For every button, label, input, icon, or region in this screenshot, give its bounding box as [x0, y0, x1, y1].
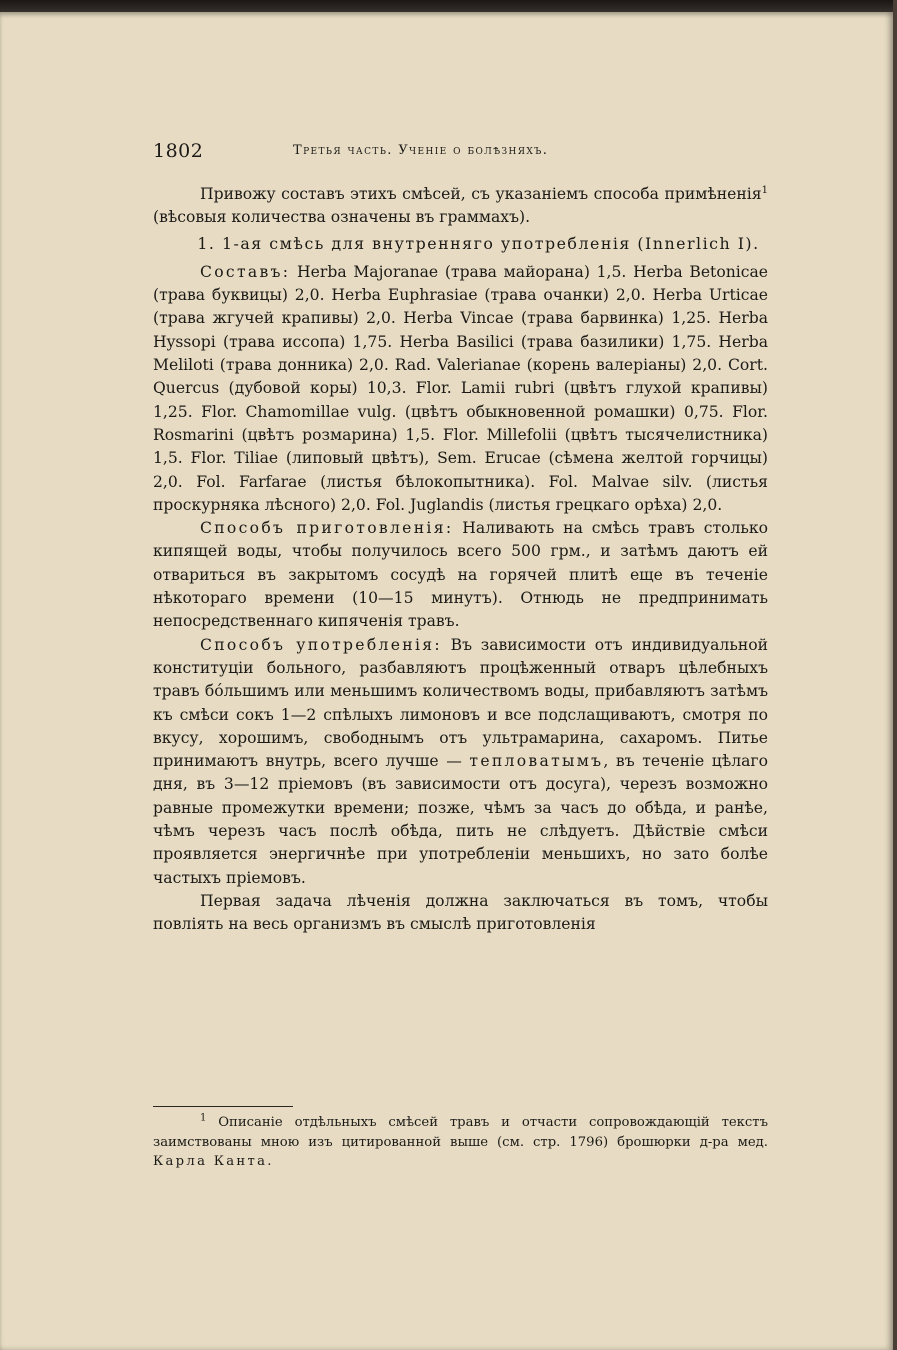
page-number: 1802: [153, 140, 204, 162]
footnote-reference: 1: [761, 184, 768, 196]
composition-paragraph: [153, 261, 768, 517]
scan-right-edge: [893, 0, 897, 1350]
section-heading: [153, 232, 768, 255]
composition-label: Составъ:: [200, 262, 291, 281]
footnote-text-end: .: [267, 1154, 272, 1169]
footnote-text: Описаніе отдѣльныхъ смѣсей травъ и отчасти сопровождающій текстъ заимствованы мною изъ цитированной выше (см. стр. 1796) брошюрки д-ра мед.: [153, 1115, 768, 1150]
section-number: 1.: [197, 233, 216, 253]
footnote-author: Карла Канта: [153, 1154, 268, 1169]
preparation-paragraph: [153, 517, 768, 633]
footnote-paragraph: [153, 1113, 768, 1172]
composition-text: Herba Majoranae (трава майорана) 1,5. Herba Betonicae (трава буквицы) 2,0. Herba Euphrasiae (трава очанки) 2,0. Herba Urticae (трава жгучей крапивы) 2,0. Herba Vincae (трава барвинка) 1,25. Herba Hyssopi (трава иссопа) 1,75. Herba Basilici (трава базилики) 1,75. Herba Meliloti (трава донника) 2,0. Rad. Valerianae (корень валеріаны) 2,0. Cort. Quercus (дубовой коры) 10,3. Flor. Lamii rubri (цвѣтъ глухой крапивы) 1,25. Flor. Chamomillae vulg. (цвѣтъ обыкновенной ромашки) 0,75. Flor. Rosmarini (цвѣтъ розмарина) 1,5. Flor. Millefolii (цвѣтъ тысячелистника) 1,5. Flor. Tiliae (липовый цвѣтъ), Sem. Erucae (сѣмена желтой горчицы) 2,0. Fol. Farfarae (листья бѣлокопытника). Fol. Malvae silv. (листья проскурняка лѣсного) 2,0. Fol. Juglandis (листья грецкаго орѣха) 2,0.: [153, 262, 768, 514]
closing-paragraph: Первая задача лѣченія должна заключаться въ томъ, чтобы повліять на весь организмъ въ смыслѣ приготовленія: [153, 891, 768, 934]
running-title: Третья часть. Ученіе о болѣзняхъ.: [293, 143, 549, 158]
usage-label: Способъ употребленія:: [200, 635, 442, 654]
usage-paragraph: [153, 634, 768, 890]
footnote: [153, 1113, 768, 1172]
usage-text-end: , въ теченіе цѣлаго дня, въ 3—12 пріемовъ (въ зависимости отъ досуга), черезъ возможно равные промежутки времени; позже, чѣмъ за часъ до обѣда, и ранѣе, чѣмъ черезъ часъ послѣ обѣда, пить не слѣдуетъ. Дѣйствіе смѣси проявляется энергичнѣе при употребленіи меньшихъ, но зато болѣе частыхъ пріемовъ.: [153, 752, 768, 887]
intro-paragraph: [153, 183, 768, 230]
preparation-text: Наливають на смѣсь травъ столько кипящей воды, чтобы получилось всего 500 грм., и затѣмъ даютъ ей отвариться въ закрытомъ сосудѣ на горячей плитѣ еще въ теченіе нѣкотораго времени (10—15 минутъ). Отнюдь не предпринимать непосредственнаго кипяченія травъ.: [153, 519, 768, 631]
usage-emphasis: тепловатымъ: [469, 752, 604, 771]
body-text: [153, 183, 768, 937]
footnote-mark: 1: [200, 1112, 207, 1124]
intro-text: Привожу составъ этихъ смѣсей, съ указаніемъ способа примѣненія: [200, 185, 762, 203]
preparation-label: Способъ приготовленія:: [200, 519, 454, 538]
section-title: 1-ая смѣсь для внутренняго употребленія (Innerlich I).: [221, 233, 760, 253]
usage-text: Въ зависимости отъ индивидуальной конституціи больного, разбавляютъ процѣженный отваръ цѣлебныхъ травъ бóльшимъ или меньшимъ количествомъ воды, прибавляютъ затѣмъ къ смѣси сокъ 1—2 спѣлыхъ лимоновъ и все подслащиваютъ, смотря по вкусу, хорошимъ, свободнымъ отъ ультрамарина, сахаромъ. Питье принимаютъ внутрь, всего лучше —: [153, 635, 768, 771]
footnote-divider: [153, 1106, 293, 1107]
running-head: [153, 140, 768, 168]
intro-text-end: (вѣсовыя количества означены въ граммахъ).: [153, 208, 531, 227]
